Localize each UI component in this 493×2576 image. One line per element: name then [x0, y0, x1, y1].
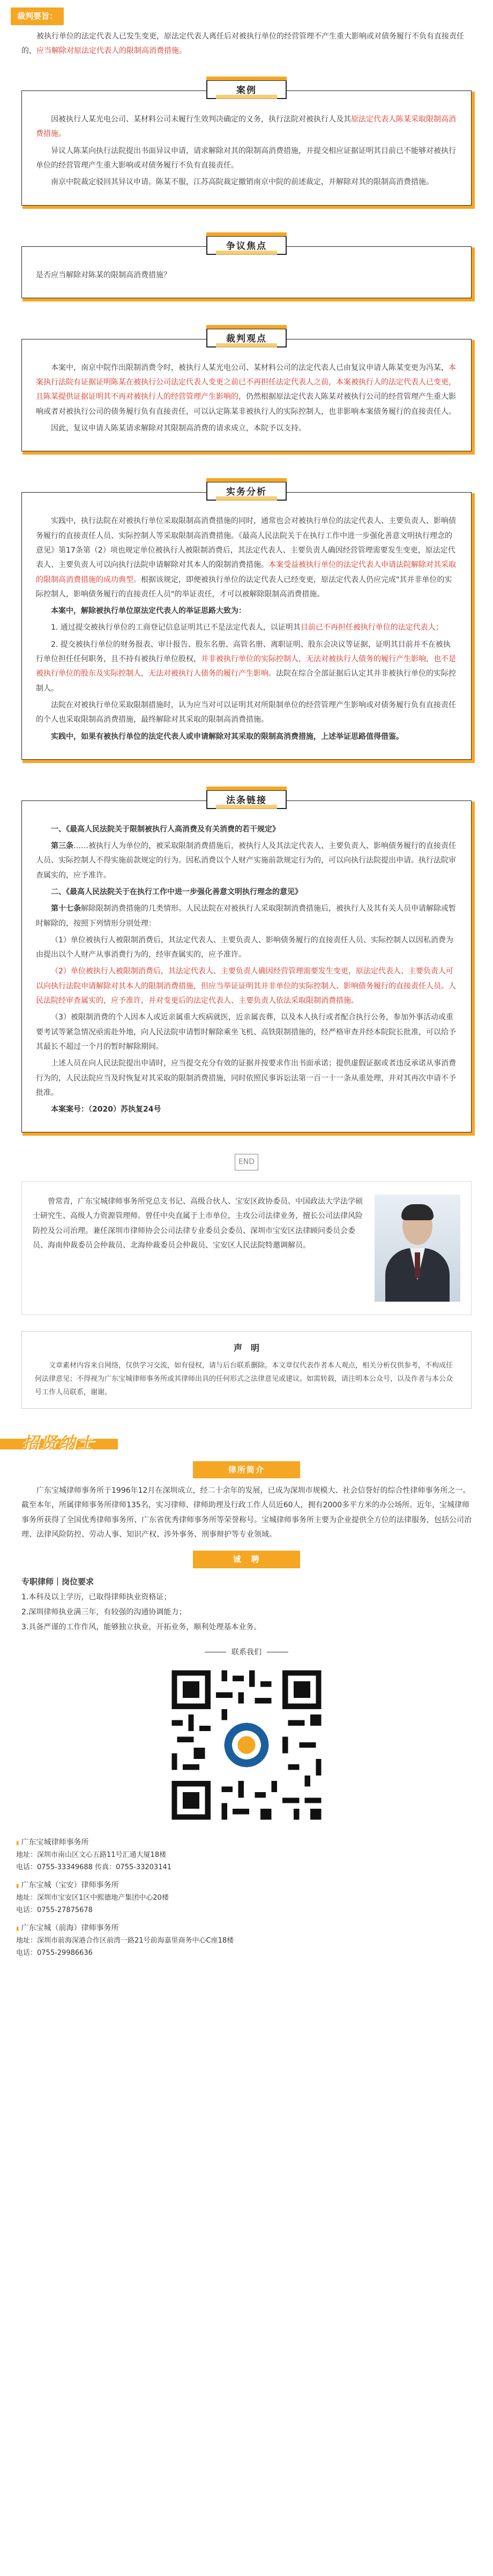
issue-section	[0, 236, 493, 298]
law-box: 一、《最高人民法院关于限制被执行人高消费及有关消费的若干规定》 第三条……被执行人为单位的，被采取限制消费措施后，被执行人及其法定代表人、主要负责人、影响债务履行的直接责任人员、实际控制人不得实施前款规定的行为。因私消费以个人财产实施前款规定行为的，可以向执行法院提出申请。执行法院审查属实的，应予准许。 二、《最高人民法院关于在执行工作中进一步强化善意文明执行理念的意见》 第十七条解除限制消费措施的几类情形。人民法院在对被执行人采取限制消费措施后，被执行人及其有关人员申请解除或暂时解除的，按照下列情形分别处理： （1）单位被执行人被限制消费后，其法定代表人、主要负责人、影响债务履行的直接责任人员、实际控制人以因私消费为由提出以个人财产从事消费行为的，经审查属实的，应予准许。 （2）单位被执行人被限制消费后，其法定代表人、主要负责人确因经营管理需要发生变更，原法定代表人、主要负责人可以向执行法院申请解除对其本人的限制消费措施，但应当举证证明其并非单位的实际控制人、影响债务履行的直接责任人员。人民法院经审查属实的，应予准许，并对变更后的法定代表人、主要负责人依法采取限制消费措施。 （3）被限制消费的个人因本人或近亲属重大疾病就医，近亲属丧葬，以及本人执行或者配合执行公务，参加外事活动或重要考试等紧急情况亟需赴外地，向人民法院申请暂时解除乘坐飞机、高铁限制措施的，经严格审查并经本院院长批准，可以给予其最长不超过一个月的暂时解除期间。 上述人员在向人民法院提出申请时，应当提交充分有效的证据并按要求作出书面承诺；提供虚假证据或者违反承诺从事消费行为的，人民法院应当及时恢复对其采取的限制消费措施，同时依照民事诉讼法第一百一十一条从重处理，并对其再次申请不予批准。 本案案号：（2020）苏执复24号	[21, 800, 472, 1133]
lawyer-profile	[21, 1181, 472, 1315]
lawyer-bio: 曾常青，广东宝城律师事务所党总支书记、高级合伙人、宝安区政协委员、中国政法大学法学硕士研究生、高级人力资源管理师。曾任中央直属于上市单位，主攻公司法律业务，擅长公司法律风险防控及公司治理。兼任深圳市律师协会公司法律专业委员会委员、深圳市宝安区法律顾问委员会委员、海南仲裁委员会仲裁员、北海仲裁委员会仲裁员、宝安区人民法院特邀调解员。	[33, 1197, 363, 1250]
analysis-box: 实践中，执行法院在对被执行单位采取限制高消费措施的同时，通常也会对被执行单位的法定代表人、主要负责人、影响债务履行的直接责任人员、实际控制人等采取限制高消费措施。《最高人民法院关于在执行工作中进一步强化善意文明执行理念的意见》第17条第（2）项也规定单位被执行人被限制消费后，其法定代表人、主要负责人确因经营管理需要发生变更，原法定代表人、主要负责人可以向执行法院申请解除对其本人的限制消费措施。本案受益被执行单位的法定代表人申请法院解除对其采取的限制高消费措施的成功典型。根据该规定，即便被执行单位的法定代表人已经变更，原法定代表人仍应完成"其并非单位的实际控制人，影响债务履行的直接责任人员"的举证责任，才可以被解除限制高消费措施。 本案中，解除被执行单位原法定代表人的举证思路大致为： 1. 通过提交被执行单位的工商登记信息证明其已不是法定代表人，以证明其目前已不再担任被执行单位的法定代表人； 2. 提交被执行单位的财务报表、审计报告、股东名册、高管名册、离职证明、股东会决议等证据，证明其目前并不在被执行单位担任任何职务，且不持有被执行单位股权，并非被执行单位的实际控制人，无法对被执行人债务的履行产生影响，也不是被执行单位的股东及实际控制人，无法对被执行人债务的履行产生影响。法院在综合全部证据后认定其并非被执行单位的实际控制人。 法院在对被执行单位采取限制措施时，认为应当对可以证明其对所限制单位的经营管理产生影响或对债务履行负有直接责任的个人也采取限制高消费措施，最终解除对其采取的限制高消费措施。 实践中，如果有被执行单位的法定代表人或申请解除对其采取的限制高消费措施，上述举证思路值得借鉴。	[21, 492, 472, 759]
case-section	[0, 80, 493, 205]
contact-separator: 联系我们	[0, 1645, 493, 1660]
end-separator: END	[0, 1154, 493, 1170]
case-box: 因被执行人某光电公司、某材料公司未履行生效判决确定的义务，执行法院对被执行人及其原法定代表人陈某采取限制高消费措施。 异议人陈某向执行法院提出书面异议申请，请求解除对其的限制高消费措施，并提交相应证据证明其目前已不能够对被执行单位的经营管理产生重大影响或对债务履行不负有直接责任。 南京中院裁定驳回其异议申请。陈某不服，江苏高院裁定撤销南京中院的前述裁定，并解除对其的限制高消费措施。	[21, 90, 472, 205]
opinion-heading: 裁判观点	[206, 328, 287, 350]
opinion-box: 本案中，南京中院作出限制消费令时，被执行人某光电公司、某材料公司的法定代表人已由复议申请人陈某变更为冯某，本案执行法院有证据证明陈某在被执行公司法定代表人变更之前已不再担任法定代表人之前，本案被执行人的法定代表人已变更，且陈某提供证据证明其不再对被执行人的经营管理产生影响的，仍然根据原法定代表人陈某对被执行公司的经营管理产生重大影响或者对被执行公司的债务履行负有直接责任，可以认定陈某非被执行人的实际控制人，也非影响本案债务履行的直接责任人。 因此，复议申请人陈某请求解除对其限制高消费的请求成立，本院予以支持。	[21, 339, 472, 451]
law-section	[0, 790, 493, 1133]
summary-text: 被执行单位的法定代表人已发生变更，原法定代表人离任后对被执行单位的经营管理不产生重大影响或对债务履行不负有直接责任的，应当解除对原法定代表人的限制高消费措施。	[21, 32, 464, 55]
office-item: ▮ 广东宝城律师事务所 地址：深圳市南山区文心五路11号汇通大厦18楼 电话：0755-33349688 传真：0755-33203141	[16, 1836, 477, 1874]
hiring-requirements: 专职律师｜岗位要求 1.本科及以上学历，已取得律师执业资格证； 2.深圳律师执业满三年，有较强的沟通协调能力； 3.具备严谨的工作作风，能够独立执业，开拓业务，顺利处理基本业务。	[21, 1576, 262, 1631]
office-item: ▮ 广东宝城（宝安）律师事务所 地址：深圳市宝安区1区中熙德地产集团中心20楼 电话：0755-27875678	[16, 1879, 477, 1916]
analysis-section	[0, 481, 493, 759]
qr-code[interactable]	[166, 1665, 327, 1825]
issue-heading: 争议焦点	[206, 236, 287, 257]
summary-tag: 裁判要旨：	[11, 7, 64, 25]
analysis-heading: 实务分析	[206, 481, 287, 503]
firm-intro-title: 律所简介	[193, 1461, 300, 1479]
qr-code-icon	[166, 1665, 327, 1825]
lawyer-photo	[375, 1195, 460, 1302]
statement-text: 文章素材内容来自网络，仅供学习交流，如有侵权，请与后台联系删除。本文章仅代表作者本人观点，相关分析仅供参考，不构成任何法律意见；不得视为广东宝城律师事务所或其律师出具的任何形式之法律意见或建议。如需转载，请注明本公众号，以及作者与本公众号工作人员联系，谢谢。	[35, 1362, 453, 1396]
law-heading: 法条链接	[206, 790, 287, 811]
opinion-section	[0, 328, 493, 451]
office-list	[16, 1836, 477, 1959]
statement-title: 声 明	[233, 1343, 259, 1354]
office-item: ▮ 广东宝城（前海）律师事务所 地址：深圳市前海深港合作区前湾一路21号前海嘉里商务中心C座18楼 电话：0755-29986636	[16, 1922, 477, 1959]
statement-box	[21, 1331, 472, 1408]
case-heading: 案例	[206, 80, 287, 101]
firm-intro-text: 广东宝城律师事务所于1996年12月在深圳成立，经二十余年的发展，已成为深圳市规模大、社会信誉好的综合性律师事务所之一。截至本年，所属律师事务所律师135名，实习律师、律师助理及行政工作人员近60人，拥有2000多平方米的办公场所。近年，宝城律师事务所获得了全国优秀律师事务所、广东省优秀律师事务所等荣誉称号。宝城律师事务所主要为企业提供全方位的法律服务，包括公司治理、法律风险防控、劳动人事、知识产权、涉外事务、刑事辩护等专业领域。	[21, 1486, 472, 1539]
issue-box: 是否应当解除对陈某的限制高消费措施？	[21, 246, 472, 298]
firm-banner: 招贤纳士	[0, 1425, 493, 1456]
hiring-title: 诚 聘	[193, 1551, 300, 1568]
